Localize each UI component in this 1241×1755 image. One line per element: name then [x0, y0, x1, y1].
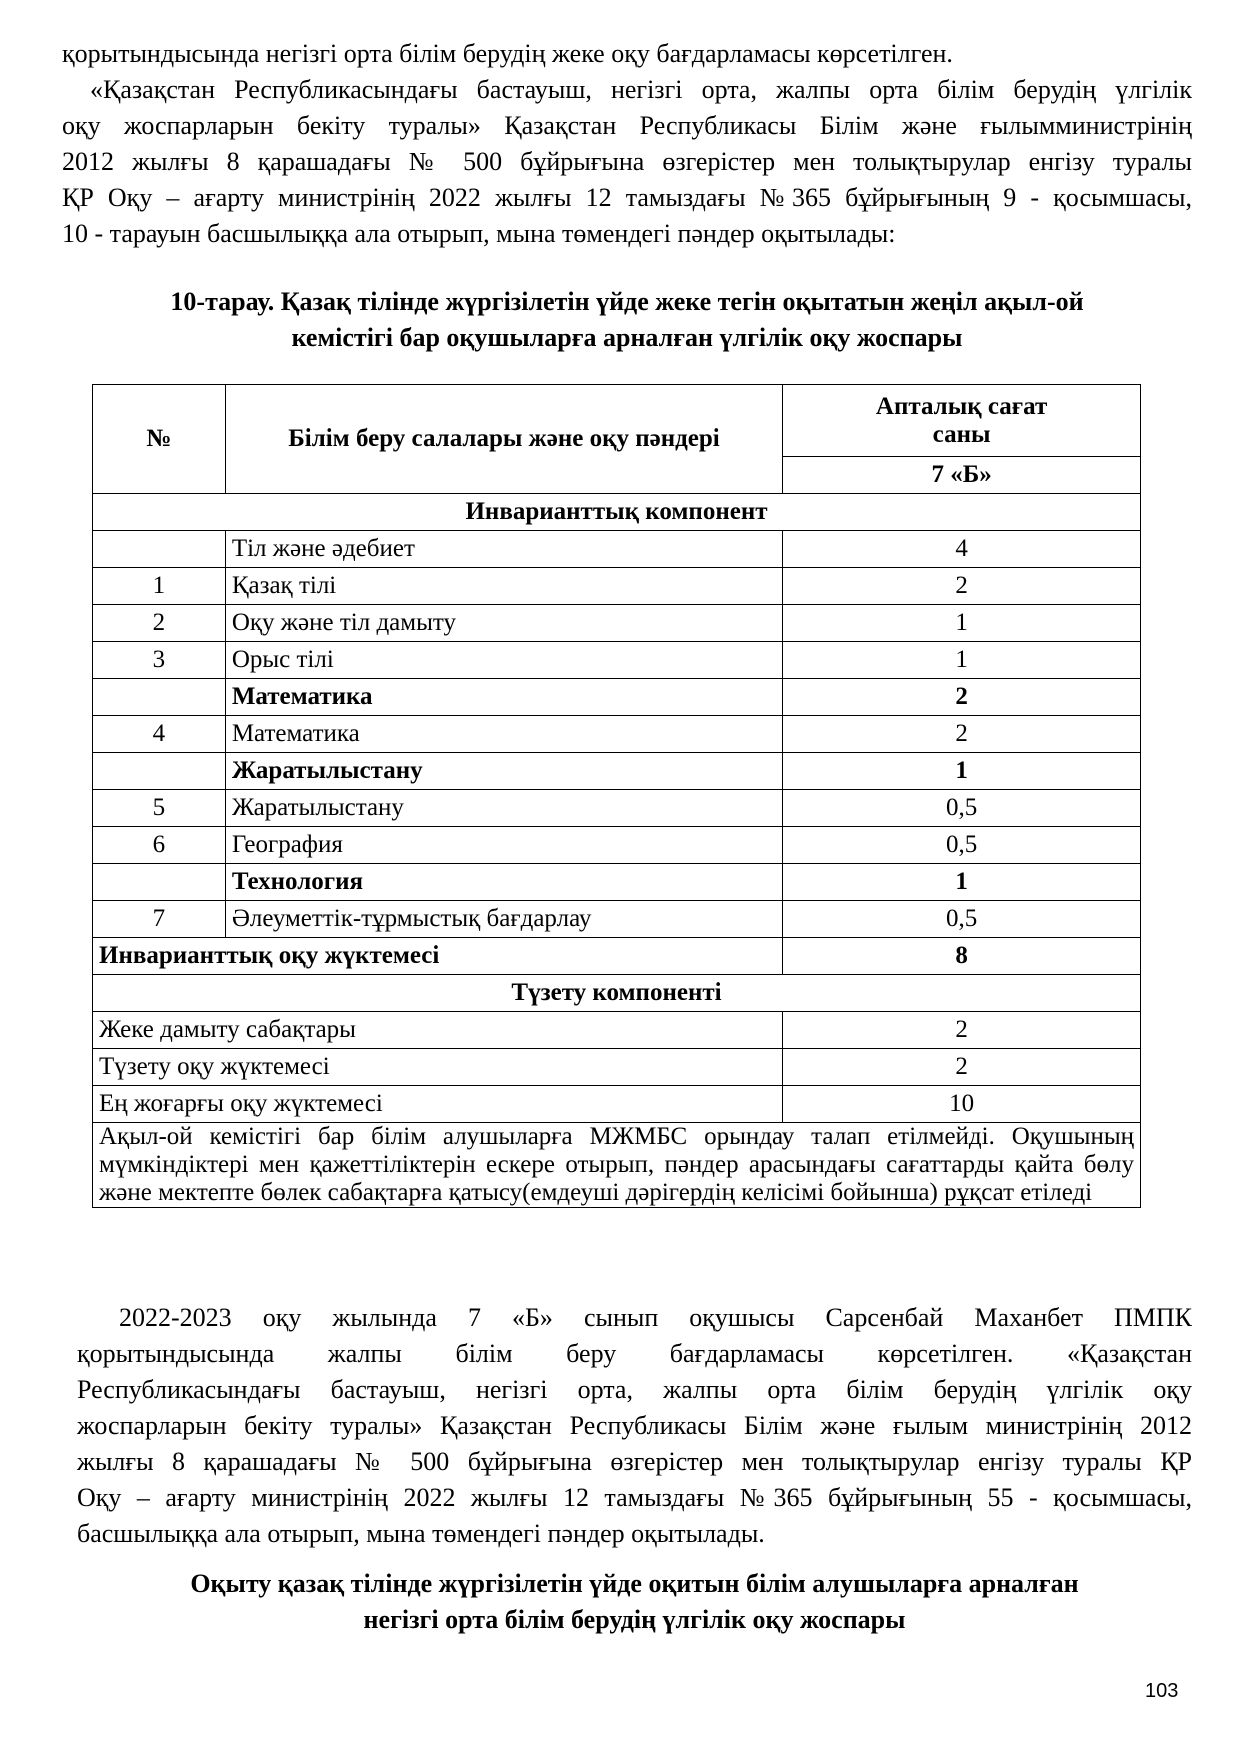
text-line: басшылыққа ала отырып, мына төмендегі пәндер оқытылады.	[77, 1519, 765, 1548]
invariant-load-label: Инварианттық оқу жүктемесі	[93, 938, 783, 975]
correction-component-header: Түзету компоненті	[93, 975, 1141, 1012]
row-number: 5	[93, 790, 226, 827]
row-subject: Орыс тілі	[225, 642, 782, 679]
text-line: 2022-2023 оқу жылында 7 «Б» сынып оқушысы Сарсенбай Маханбет ПМПК	[119, 1303, 1192, 1332]
table-row	[93, 568, 1141, 605]
text-line: оқу жоспарларын бекіту туралы» Қазақстан Республикасы Білім және ғылымминистрінің	[62, 111, 1192, 140]
text-line: 10 - тарауын басшылыққа ала отырып, мына төмендегі пәндер оқытылады:	[62, 219, 896, 248]
row-subject: Тіл және әдебиет	[225, 531, 782, 568]
summary-row	[93, 1086, 1141, 1123]
text-line: жоспарларын бекіту туралы» Қазақстан Республикасы Білім және ғылым министрінің 2012	[77, 1411, 1192, 1440]
header-number: №	[93, 385, 226, 494]
row-number	[93, 679, 226, 716]
row-hours: 1	[783, 753, 1141, 790]
text-line: 2012 жылғы 8 қарашадағы № 500 бұйрығына өзгерістер мен толықтырулар енгізу туралы	[62, 147, 1192, 176]
row-subject: Технология	[225, 864, 782, 901]
text-line: Республикасындағы бастауыш, негізгі орта, жалпы орта білім берудің үлгілік оқу	[77, 1375, 1192, 1404]
text-line: ҚР Оқу – ағарту министрінің 2022 жылғы 12 тамыздағы №365 бұйрығының 9 - қосымшасы,	[62, 183, 1192, 212]
heading-line: 10-тарау. Қазақ тілінде жүргізілетін үйде жеке тегін оқытатын жеңіл ақыл-ой	[170, 287, 1084, 316]
page-number: 103	[1145, 1680, 1179, 1702]
row-hours: 1	[783, 605, 1141, 642]
table-note: Ақыл-ой кемістігі бар білім алушыларға МЖМБС орындау талап етілмейді. Оқушының мүмкіндіктері мен қажеттіліктерін ескере отырып, пәндер арасындағы сағаттарды қайта бөлу және мектепте бөлек сабақтарға қатысу(емдеуші дәрігердің келісімі бойынша) рұқсат етіледі	[93, 1123, 1141, 1208]
table-row-category	[93, 679, 1141, 716]
text-line: Оқу – ағарту министрінің 2022 жылғы 12 тамыздағы №365 бұйрығының 55 - қосымшасы,	[77, 1483, 1192, 1512]
row-subject: География	[225, 827, 782, 864]
row-number: 4	[93, 716, 226, 753]
second-paragraph	[77, 1300, 1192, 1552]
table-row	[93, 716, 1141, 753]
row-number: 3	[93, 642, 226, 679]
row-number	[93, 753, 226, 790]
heading-line: Оқыту қазақ тілінде жүргізілетін үйде оқитын білім алушыларға арналған	[190, 1569, 1079, 1598]
summary-label: Ең жоғарғы оқу жүктемесі	[93, 1086, 783, 1123]
table-row	[93, 790, 1141, 827]
text-line: жылғы 8 қарашадағы № 500 бұйрығына өзгерістер мен толықтырулар енгізу туралы ҚР	[77, 1447, 1192, 1476]
summary-row	[93, 1049, 1141, 1086]
summary-value: 2	[783, 1012, 1141, 1049]
row-subject: Оқу және тіл дамыту	[225, 605, 782, 642]
table-row	[93, 827, 1141, 864]
text-line: қорытындысында жалпы білім беру бағдарламасы көрсетілген. «Қазақстан	[77, 1339, 1192, 1368]
invariant-load-row	[93, 938, 1141, 975]
row-subject: Математика	[225, 716, 782, 753]
row-number	[93, 864, 226, 901]
table-row	[93, 605, 1141, 642]
table-row	[93, 642, 1141, 679]
summary-row	[93, 1012, 1141, 1049]
row-hours: 2	[783, 568, 1141, 605]
heading-line: негізгі орта білім берудің үлгілік оқу жоспары	[363, 1605, 906, 1634]
row-subject: Әлеуметтік-тұрмыстық бағдарлау	[225, 901, 782, 938]
section-heading	[77, 1566, 1192, 1638]
header-subject: Білім беру салалары және оқу пәндері	[225, 385, 782, 494]
text-line: қорытындысында негізгі орта білім берудің жеке оқу бағдарламасы көрсетілген.	[62, 39, 953, 68]
row-hours: 1	[783, 642, 1141, 679]
row-subject: Қазақ тілі	[225, 568, 782, 605]
header-class: 7 «Б»	[783, 457, 1141, 494]
row-number: 6	[93, 827, 226, 864]
intro-paragraph	[62, 36, 1192, 252]
table-row-category	[93, 753, 1141, 790]
table-row-category	[93, 864, 1141, 901]
row-hours: 1	[783, 864, 1141, 901]
row-subject: Жаратылыстану	[225, 790, 782, 827]
row-hours: 2	[783, 716, 1141, 753]
row-hours: 0,5	[783, 790, 1141, 827]
text-line: «Қазақстан Республикасындағы бастауыш, негізгі орта, жалпы орта білім берудің үлгілік	[90, 75, 1192, 104]
invariant-load-value: 8	[783, 938, 1141, 975]
row-subject: Жаратылыстану	[225, 753, 782, 790]
row-number	[93, 531, 226, 568]
summary-label: Түзету оқу жүктемесі	[93, 1049, 783, 1086]
row-hours: 4	[783, 531, 1141, 568]
summary-value: 2	[783, 1049, 1141, 1086]
table-row	[93, 901, 1141, 938]
row-subject: Математика	[225, 679, 782, 716]
summary-label: Жеке дамыту сабақтары	[93, 1012, 783, 1049]
invariant-component-header: Инварианттық компонент	[93, 494, 1141, 531]
row-number: 1	[93, 568, 226, 605]
row-number: 2	[93, 605, 226, 642]
table-row	[93, 531, 1141, 568]
header-weekly-hours: Апталық сағат саны	[783, 385, 1141, 457]
row-hours: 2	[783, 679, 1141, 716]
row-hours: 0,5	[783, 901, 1141, 938]
section-heading	[62, 284, 1192, 356]
curriculum-table	[92, 384, 1141, 1208]
row-number: 7	[93, 901, 226, 938]
summary-value: 10	[783, 1086, 1141, 1123]
heading-line: кемістігі бар оқушыларға арналған үлгілік оқу жоспары	[291, 323, 963, 352]
row-hours: 0,5	[783, 827, 1141, 864]
